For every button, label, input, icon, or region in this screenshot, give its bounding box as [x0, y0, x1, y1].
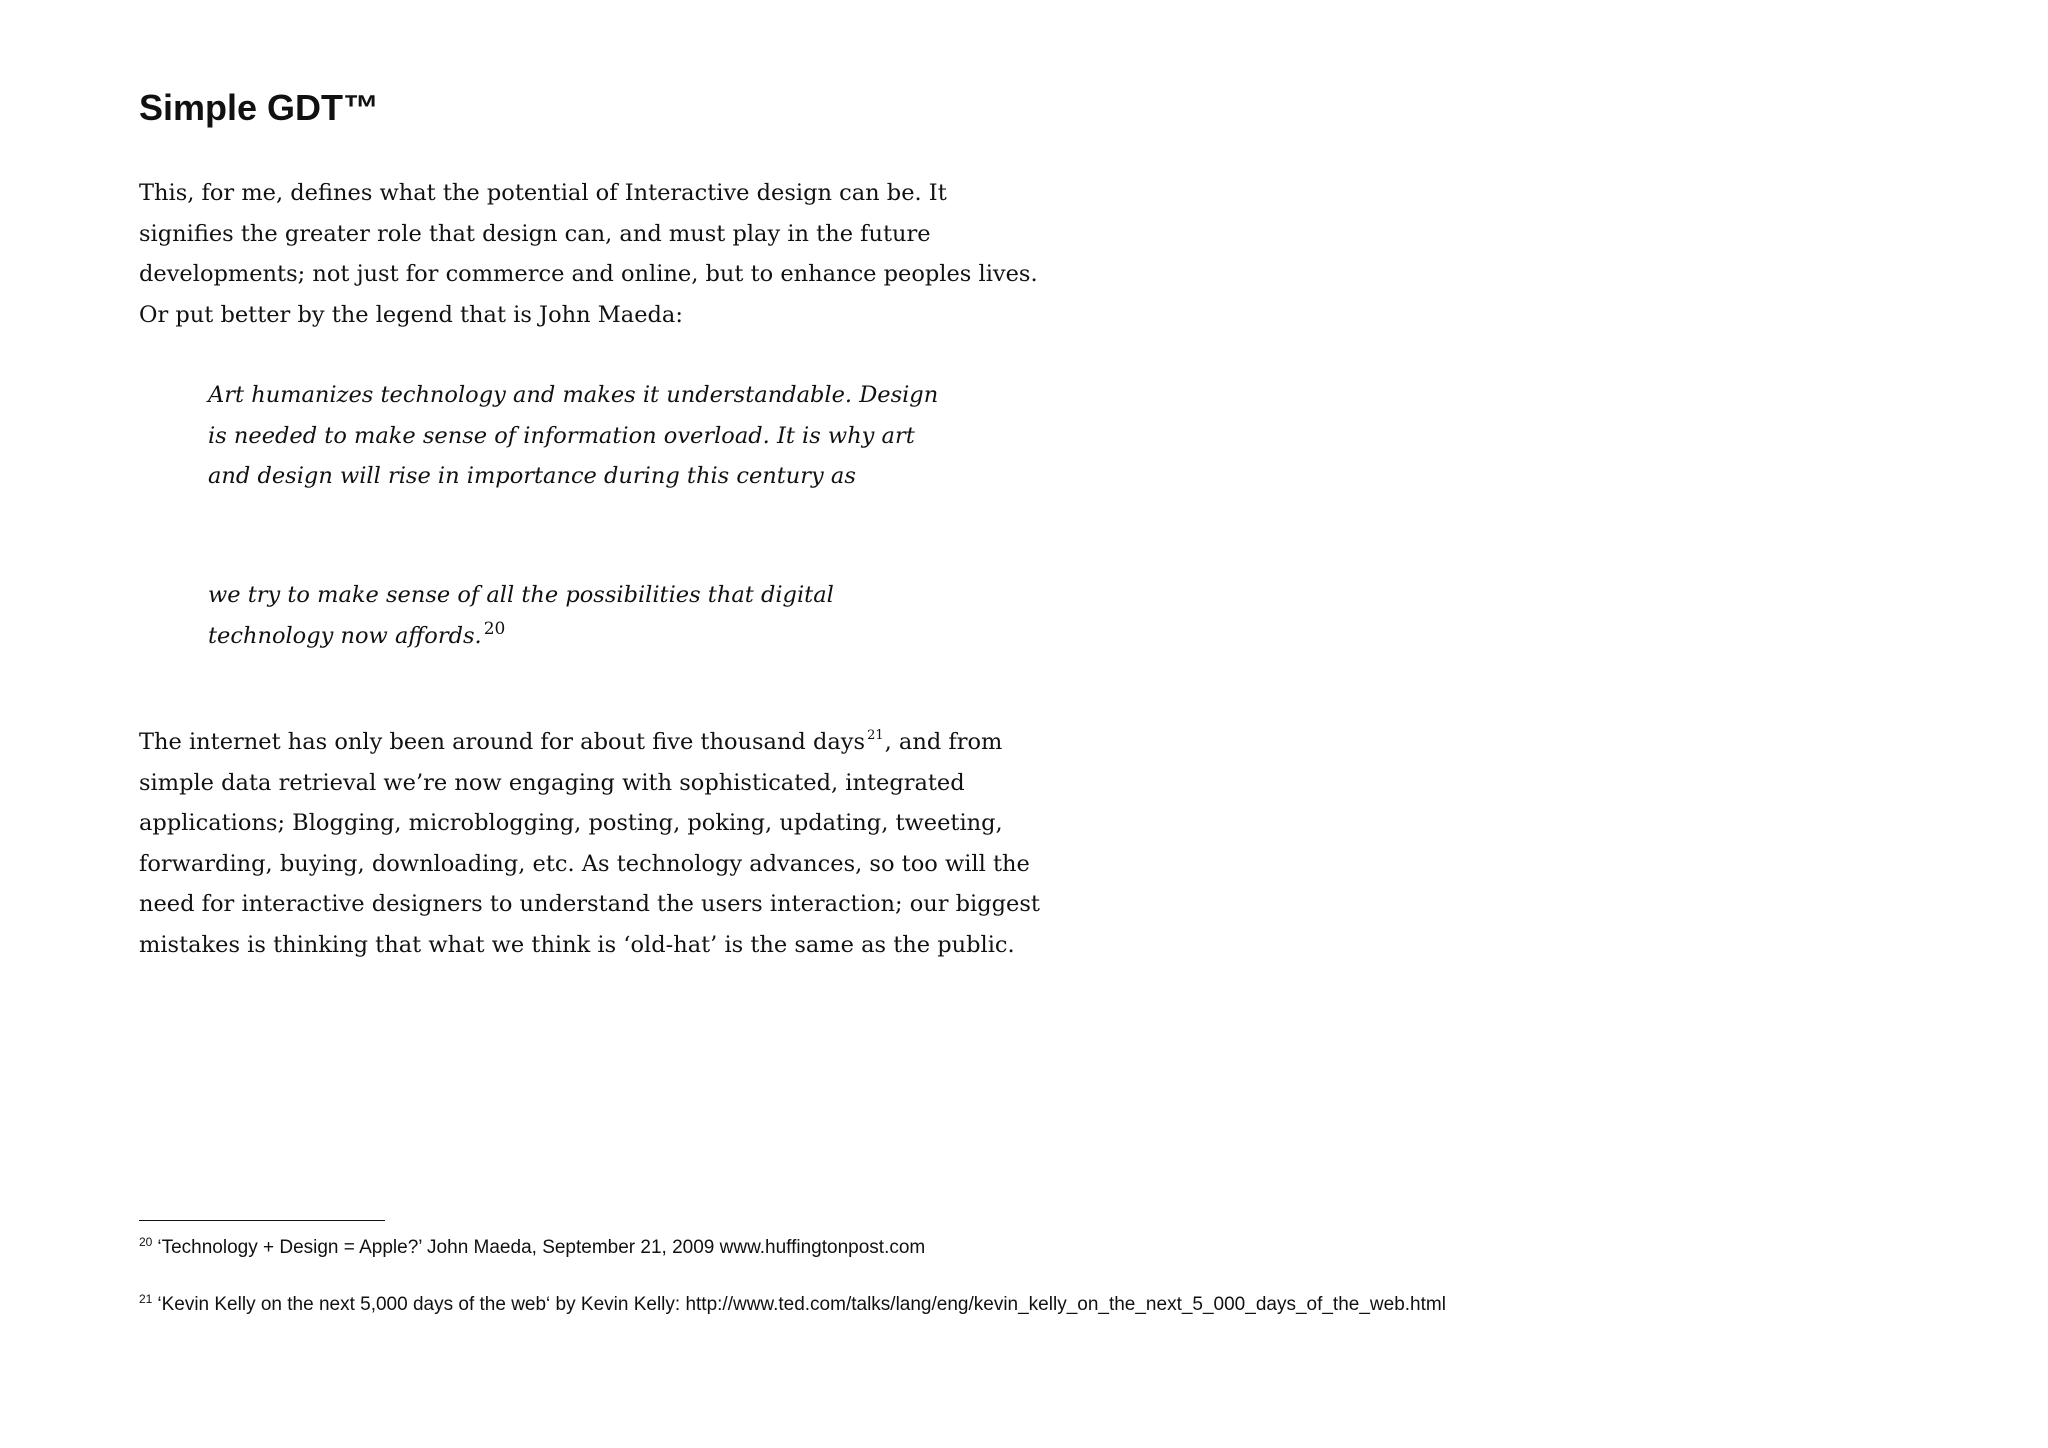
footnote-text: ‘Technology + Design = Apple?’ John Maeda, September 21, 2009 www.huffingtonpost.com	[157, 1237, 926, 1258]
body-line: applications; Blogging, microblogging, posting, poking, updating, tweeting,	[139, 810, 1003, 836]
block-quote-part-1	[208, 375, 938, 497]
footnote-ref-20: 20	[483, 618, 506, 639]
page-title: Simple GDT™	[139, 87, 380, 128]
quote-line: Art humanizes technology and makes it understandable. Design	[208, 382, 939, 408]
footnote-21	[139, 1293, 1446, 1317]
intro-line: developments; not just for commerce and online, but to enhance peoples lives.	[139, 261, 1038, 287]
body-line: forwarding, buying, downloading, etc. As technology advances, so too will the	[139, 850, 1030, 877]
quote-text: technology now affords.	[208, 622, 482, 649]
quote-line: and design will rise in importance during this century as	[208, 463, 856, 489]
body-text: The internet has only been around for about five thousand days	[139, 729, 866, 755]
body-line: need for interactive designers to understand the users interaction; our biggest	[139, 891, 1040, 917]
body-line: mistakes is thinking that what we think is ‘old-hat’ is the same as the public.	[139, 931, 1015, 958]
body-paragraph	[139, 722, 1040, 965]
intro-paragraph	[139, 173, 1038, 335]
footnote-divider	[139, 1220, 385, 1221]
footnote-20	[139, 1236, 925, 1260]
footnote-number: 20	[139, 1235, 153, 1249]
block-quote-part-2	[208, 575, 834, 656]
intro-line: Or put better by the legend that is John Maeda:	[139, 301, 683, 328]
footnote-ref-21: 21	[867, 728, 884, 743]
intro-line: This, for me, defines what the potential of Interactive design can be. It	[139, 180, 947, 206]
quote-line: is needed to make sense of information overload. It is why art	[208, 422, 915, 449]
quote-line: we try to make sense of all the possibilities that digital	[208, 582, 834, 608]
intro-line: signifies the greater role that design can, and must play in the future	[139, 220, 931, 247]
body-line-first	[139, 722, 1009, 763]
footnote-text: ‘Kevin Kelly on the next 5,000 days of the web‘ by Kevin Kelly: http://www.ted.com/talks/lang/eng/kevin_kelly_on_the_next_5_000_days_of_the_web.html	[157, 1294, 1446, 1315]
body-line: simple data retrieval we’re now engaging with sophisticated, integrated	[139, 769, 965, 796]
body-text: , and from	[884, 729, 1003, 755]
footnote-number: 21	[139, 1292, 153, 1306]
quote-line-last	[208, 616, 834, 657]
